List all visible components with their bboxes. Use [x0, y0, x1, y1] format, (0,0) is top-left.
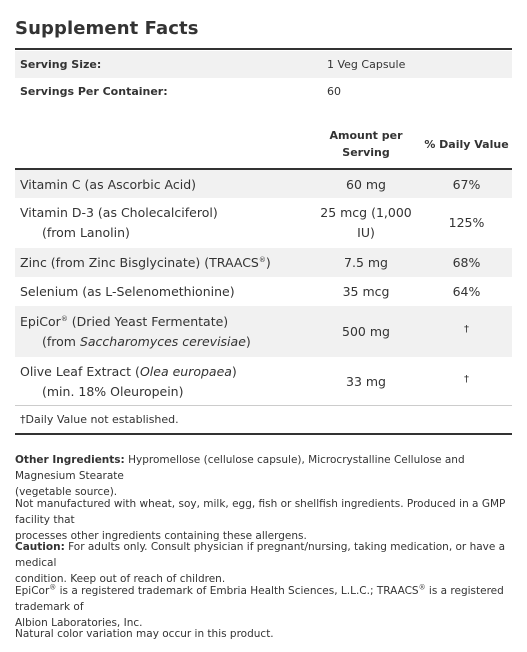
top-rule — [15, 48, 512, 50]
nutrient-name-end: (Dried Yeast Fermentate) — [67, 314, 229, 329]
caution-text: For adults only. Consult physician if pregnant/nursing, taking medication, or have a medical — [15, 541, 506, 569]
nutrient-daily-value: † — [464, 324, 469, 335]
bottom-rule — [15, 433, 512, 435]
nutrient-daily-value: 67% — [452, 177, 481, 192]
nutrient-name-text: EpiCor — [20, 314, 61, 329]
servings-per-container-row — [15, 78, 512, 105]
nutrient-daily-value: 64% — [452, 284, 481, 299]
other-ingredients — [15, 452, 515, 500]
serving-size-value: 1 Veg Capsule — [327, 58, 406, 71]
servings-per-container-label: Servings Per Container: — [20, 85, 168, 98]
nutrient-daily-value: 125% — [448, 215, 485, 230]
nutrient-name — [20, 312, 228, 331]
nutrient-amount: 33 mg — [346, 374, 386, 389]
source-prefix: (from — [42, 334, 80, 349]
nutrient-source: (from Lanolin) — [42, 225, 130, 240]
amount-header-line1: Amount per — [329, 129, 403, 142]
trademark-text-c: is a registered trademark of — [15, 585, 504, 613]
nutrient-amount: 35 mcg — [342, 284, 390, 299]
other-ingredients-text: Hypromellose (cellulose capsule), Microcrystalline Cellulose and Magnesium Stearate — [15, 454, 465, 482]
nutrient-row-vitamin-c — [15, 170, 512, 198]
nutrient-amount: 7.5 mg — [344, 255, 388, 270]
nutrient-amount: 500 mg — [342, 324, 390, 339]
nutrient-name: Vitamin C (as Ascorbic Acid) — [20, 177, 197, 192]
nutrient-name: Selenium (as L-Selenomethionine) — [20, 284, 235, 299]
nutrient-row-olive-leaf — [15, 357, 512, 405]
nutrient-amount-line1: 25 mcg (1,000 — [320, 205, 412, 220]
allergen-statement — [15, 496, 515, 544]
nutrient-name-text: Zinc (from Zinc Bisglycinate) (TRAACS — [20, 255, 259, 270]
nutrient-source: (min. 18% Oleuropein) — [42, 384, 184, 399]
daily-value-footnote: †Daily Value not established. — [20, 413, 179, 426]
nutrient-row-vitamin-d3 — [15, 198, 512, 248]
registered-mark: ® — [418, 583, 426, 592]
source-suffix: ) — [245, 334, 251, 349]
footnote-rule — [15, 405, 512, 406]
trademark-text-a: EpiCor — [15, 585, 50, 597]
nutrient-daily-value: 68% — [452, 255, 481, 270]
trademark-text-b: is a registered trademark of Embria Health Sciences, L.L.C.; TRAACS — [56, 585, 419, 597]
caution-label: Caution: — [15, 541, 65, 553]
nutrient-name-end: ) — [231, 364, 237, 379]
nutrient-name: Vitamin D-3 (as Cholecalciferol) — [20, 205, 218, 220]
nutrient-source — [20, 332, 251, 351]
nutrient-row-zinc — [15, 248, 512, 277]
source-species: Saccharomyces cerevisiae — [79, 334, 246, 349]
allergen-text: Not manufactured with wheat, soy, milk, egg, fish or shellfish ingredients. Produced in a GMP facility that — [15, 498, 506, 526]
serving-size-row — [15, 51, 512, 78]
trademark-text-2: Albion Laboratories, Inc. — [15, 617, 143, 629]
daily-value-header: % Daily Value — [424, 138, 509, 151]
nutrient-amount-line2: IU) — [357, 225, 375, 240]
nutrient-row-epicor — [15, 306, 512, 357]
nutrient-amount: 60 mg — [346, 177, 386, 192]
amount-per-serving-header — [311, 127, 421, 161]
registered-mark: ® — [49, 583, 57, 592]
nutrient-name-text: Olive Leaf Extract ( — [20, 364, 140, 379]
nutrient-name — [20, 362, 237, 381]
allergen-text-2: processes other ingredients containing these allergens. — [15, 530, 307, 542]
other-ingredients-label: Other Ingredients: — [15, 454, 125, 466]
registered-mark: ® — [60, 314, 68, 323]
serving-size-label: Serving Size: — [20, 58, 102, 71]
servings-per-container-value: 60 — [327, 85, 341, 98]
other-ingredients-text-2: (vegetable source). — [15, 486, 118, 498]
nutrient-name — [20, 253, 271, 272]
caution-statement — [15, 539, 515, 587]
caution-text-2: condition. Keep out of reach of children. — [15, 573, 226, 585]
registered-mark: ® — [258, 255, 266, 264]
nutrient-species: Olea europaea — [139, 364, 232, 379]
trademark-statement — [15, 583, 515, 631]
color-variation-note: Natural color variation may occur in this product. — [15, 628, 274, 640]
nutrient-name-end: ) — [265, 255, 271, 270]
panel-title: Supplement Facts — [15, 18, 199, 39]
nutrient-row-selenium — [15, 277, 512, 306]
amount-header-line2: Serving — [342, 146, 390, 159]
nutrient-daily-value: † — [464, 374, 469, 385]
